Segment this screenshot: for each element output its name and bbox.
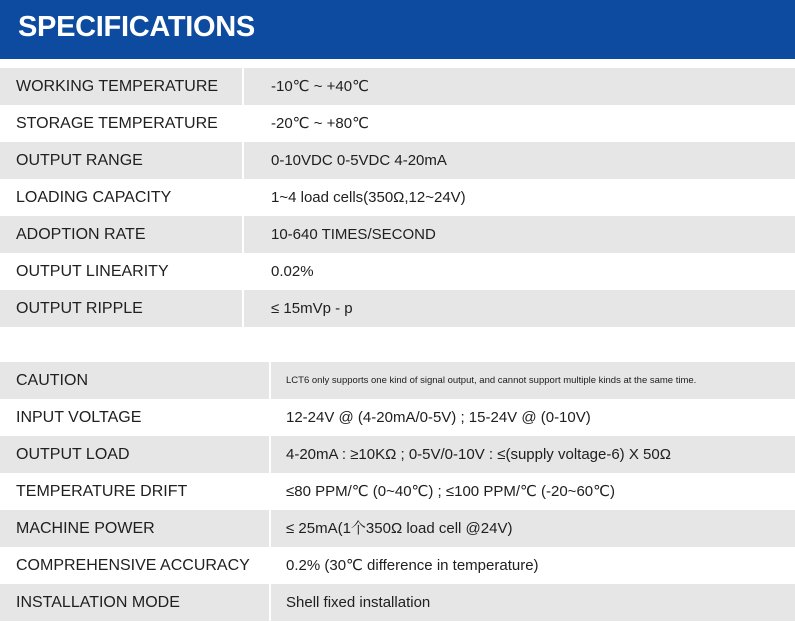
table-row: [0, 473, 795, 510]
table-row: [0, 105, 795, 142]
spec-value: Shell fixed installation: [286, 594, 431, 611]
spec-label: LOADING CAPACITY: [16, 189, 172, 206]
spec-value: 4-20mA : ≥10KΩ ; 0-5V/0-10V : ≤(supply voltage-6) X 50Ω: [286, 446, 671, 463]
spec-value: 12-24V @ (4-20mA/0-5V) ; 15-24V @ (0-10V): [286, 409, 591, 426]
spec-label: OUTPUT RIPPLE: [16, 300, 143, 317]
spec-table-electrical: [0, 362, 795, 621]
spec-value: 0-10VDC 0-5VDC 4-20mA: [271, 152, 447, 169]
table-row: [0, 510, 795, 547]
spec-label: ADOPTION RATE: [16, 226, 146, 243]
column-divider: [242, 216, 244, 253]
spec-value: LCT6 only supports one kind of signal output, and cannot support multiple kinds at the same time.: [286, 375, 697, 386]
spec-value: 0.02%: [271, 263, 314, 280]
table-row: [0, 290, 795, 327]
table-row: [0, 68, 795, 105]
spec-value: ≤80 PPM/℃ (0~40℃) ; ≤100 PPM/℃ (-20~60℃): [286, 483, 615, 500]
spec-value: -20℃ ~ +80℃: [271, 115, 369, 132]
spec-label: TEMPERATURE DRIFT: [16, 483, 188, 500]
column-divider: [269, 362, 271, 399]
spec-value: ≤ 25mA(1个350Ω load cell @24V): [286, 520, 513, 537]
spec-value: -10℃ ~ +40℃: [271, 78, 369, 95]
column-divider: [269, 584, 271, 621]
spec-label: OUTPUT LINEARITY: [16, 263, 169, 280]
spec-header-bar: [0, 0, 795, 59]
spec-value: 0.2% (30℃ difference in temperature): [286, 557, 539, 574]
spec-label: WORKING TEMPERATURE: [16, 78, 219, 95]
spec-label: INPUT VOLTAGE: [16, 409, 142, 426]
table-row: [0, 253, 795, 290]
column-divider: [242, 68, 244, 105]
table-row: [0, 584, 795, 621]
spec-label: COMPREHENSIVE ACCURACY: [16, 557, 250, 574]
page-title: SPECIFICATIONS: [18, 11, 255, 43]
spec-value: 10-640 TIMES/SECOND: [271, 226, 436, 243]
spec-value: ≤ 15mVp - p: [271, 300, 353, 317]
spec-label: MACHINE POWER: [16, 520, 155, 537]
table-row: [0, 547, 795, 584]
spec-label: OUTPUT LOAD: [16, 446, 130, 463]
spec-table-environment: [0, 68, 795, 327]
table-row: [0, 399, 795, 436]
spec-label: INSTALLATION MODE: [16, 594, 180, 611]
column-divider: [242, 142, 244, 179]
table-row: [0, 179, 795, 216]
spec-value: 1~4 load cells(350Ω,12~24V): [271, 189, 466, 206]
table-row: [0, 436, 795, 473]
column-divider: [269, 436, 271, 473]
spec-label: CAUTION: [16, 372, 88, 389]
table-row: [0, 362, 795, 399]
spec-label: STORAGE TEMPERATURE: [16, 115, 218, 132]
column-divider: [242, 290, 244, 327]
table-row: [0, 216, 795, 253]
table-row: [0, 142, 795, 179]
spec-label: OUTPUT RANGE: [16, 152, 143, 169]
column-divider: [269, 510, 271, 547]
